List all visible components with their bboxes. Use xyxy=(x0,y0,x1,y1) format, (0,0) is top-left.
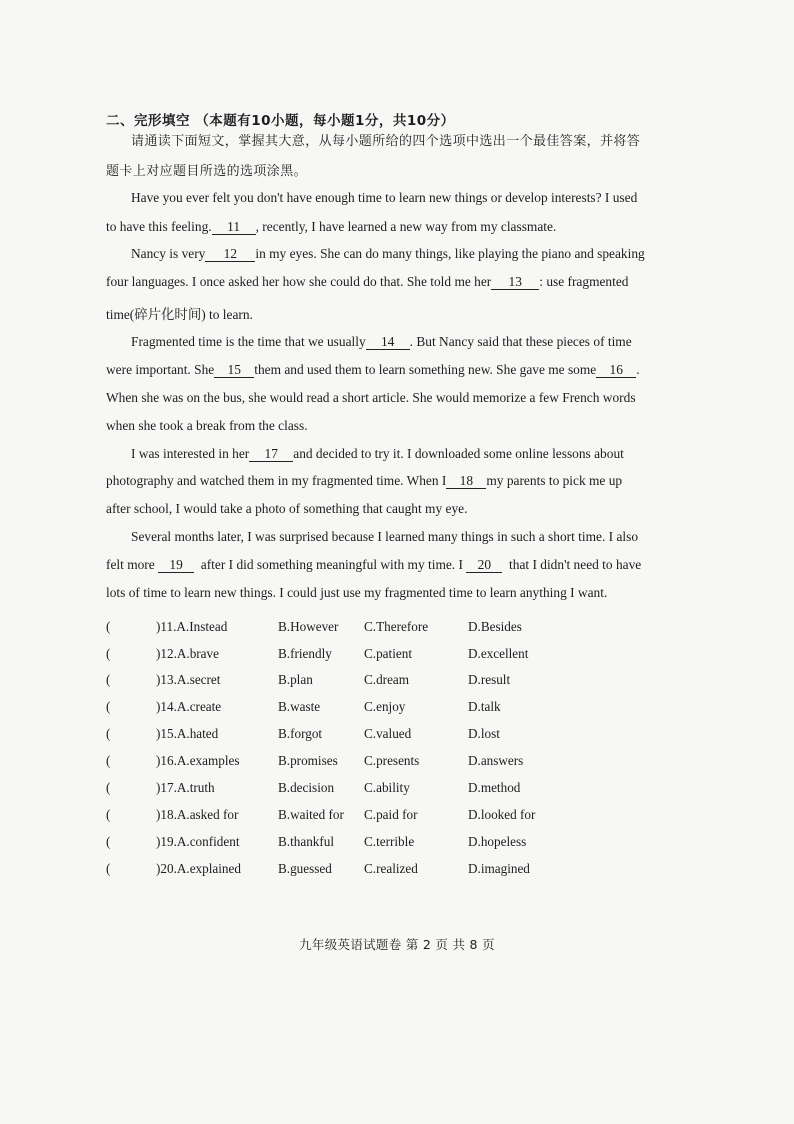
option-d: D.answers xyxy=(468,753,524,768)
blank-14: 14 xyxy=(366,335,410,350)
answer-paren[interactable]: ( xyxy=(106,699,111,714)
option-d: D.excellent xyxy=(468,646,529,661)
option-a: )16.A.examples xyxy=(156,753,240,768)
passage-line: Several months later, I was surprised because I learned many things in such a short time. I also xyxy=(131,529,639,544)
option-a: )12.A.brave xyxy=(156,646,219,661)
text-run: them and used them to learn something new. She gave me some xyxy=(254,362,597,377)
blank-16: 16 xyxy=(596,363,636,378)
option-d: D.hopeless xyxy=(468,834,527,849)
option-d: D.talk xyxy=(468,699,501,714)
blank-17: 17 xyxy=(249,447,293,462)
option-b: B.forgot xyxy=(278,726,323,741)
question-row xyxy=(106,834,566,852)
option-b: B.decision xyxy=(278,780,335,795)
blank-20: 20 xyxy=(466,558,502,573)
option-c: C.terrible xyxy=(364,834,415,849)
text-run: my parents to pick me up xyxy=(486,473,623,488)
blank-19: 19 xyxy=(158,558,194,573)
passage-line xyxy=(131,334,632,350)
blank-15: 15 xyxy=(214,363,254,378)
text-run: four languages. I once asked her how she could do that. She told me her xyxy=(106,274,492,289)
answer-paren[interactable]: ( xyxy=(106,753,111,768)
text-run: after I did something meaningful with my time. I xyxy=(200,557,463,572)
text-run: to have this feeling. xyxy=(106,219,212,234)
option-c: C.enjoy xyxy=(364,699,406,714)
blank-18: 18 xyxy=(446,474,486,489)
option-c: C.Therefore xyxy=(364,619,429,634)
question-row xyxy=(106,861,566,879)
option-a: )18.A.asked for xyxy=(156,807,239,822)
option-d: D.method xyxy=(468,780,521,795)
text-run: that I didn't need to have xyxy=(509,557,642,572)
answer-paren[interactable]: ( xyxy=(106,834,111,849)
answer-paren[interactable]: ( xyxy=(106,780,111,795)
answer-paren[interactable]: ( xyxy=(106,619,111,634)
option-d: D.imagined xyxy=(468,861,530,876)
instructions-line-1: 请通读下面短文，掌握其大意，从每小题所给的四个选项中选出一个最佳答案，并将答 xyxy=(131,134,641,149)
blank-11: 11 xyxy=(212,220,256,235)
text-run: . xyxy=(636,362,640,377)
answer-paren[interactable]: ( xyxy=(106,861,111,876)
text-run: in my eyes. She can do many things, like playing the piano and speaking xyxy=(255,246,645,261)
text-run: photography and watched them in my fragmented time. When I xyxy=(106,473,447,488)
question-row xyxy=(106,753,566,771)
option-b: B.promises xyxy=(278,753,338,768)
blank-12: 12 xyxy=(205,247,255,262)
option-c: C.patient xyxy=(364,646,412,661)
option-a: )13.A.secret xyxy=(156,672,221,687)
option-b: B.waited for xyxy=(278,807,344,822)
passage-line: time(碎片化时间) to learn. xyxy=(106,307,253,322)
answer-paren[interactable]: ( xyxy=(106,672,111,687)
section-title: 二、完形填空 （本题有10小题，每小题1分，共10分） xyxy=(106,113,455,129)
option-c: C.paid for xyxy=(364,807,418,822)
passage-line xyxy=(106,557,641,573)
passage-line: after school, I would take a photo of something that caught my eye. xyxy=(106,501,468,516)
text-run: were important. She xyxy=(106,362,215,377)
text-run: I was interested in her xyxy=(131,446,250,461)
option-b: B.plan xyxy=(278,672,313,687)
page-footer: 九年级英语试题卷 第 2 页 共 8 页 xyxy=(299,937,495,952)
passage-line: Have you ever felt you don't have enough time to learn new things or develop interests? I used xyxy=(131,190,638,205)
passage-line xyxy=(131,446,624,462)
blank-13: 13 xyxy=(491,275,539,290)
passage-line: When she was on the bus, she would read a short article. She would memorize a few French words xyxy=(106,390,636,405)
option-d: D.Besides xyxy=(468,619,522,634)
option-d: D.result xyxy=(468,672,511,687)
option-c: C.dream xyxy=(364,672,410,687)
text-run: Fragmented time is the time that we usually xyxy=(131,334,366,349)
option-a: )11.A.Instead xyxy=(156,619,228,634)
passage-line: lots of time to learn new things. I could just use my fragmented time to learn anything I want. xyxy=(106,585,608,600)
question-row xyxy=(106,807,566,825)
option-d: D.looked for xyxy=(468,807,536,822)
question-row xyxy=(106,619,566,637)
passage-line xyxy=(131,246,645,262)
option-c: C.valued xyxy=(364,726,412,741)
option-c: C.presents xyxy=(364,753,420,768)
option-a: )19.A.confident xyxy=(156,834,240,849)
option-b: B.However xyxy=(278,619,339,634)
question-row xyxy=(106,699,566,717)
text-run: . But Nancy said that these pieces of time xyxy=(409,334,632,349)
option-b: B.waste xyxy=(278,699,321,714)
answer-paren[interactable]: ( xyxy=(106,726,111,741)
text-run: , recently, I have learned a new way from my classmate. xyxy=(255,219,557,234)
option-b: B.guessed xyxy=(278,861,332,876)
passage-line xyxy=(106,362,640,378)
option-c: C.ability xyxy=(364,780,410,795)
question-row xyxy=(106,646,566,664)
option-a: )15.A.hated xyxy=(156,726,219,741)
text-run: and decided to try it. I downloaded some online lessons about xyxy=(293,446,624,461)
option-a: )17.A.truth xyxy=(156,780,215,795)
option-b: B.friendly xyxy=(278,646,332,661)
passage-line xyxy=(106,473,622,489)
question-row xyxy=(106,780,566,798)
question-row xyxy=(106,726,566,744)
answer-paren[interactable]: ( xyxy=(106,646,111,661)
option-b: B.thankful xyxy=(278,834,335,849)
option-d: D.lost xyxy=(468,726,500,741)
text-run: Nancy is very xyxy=(131,246,206,261)
instructions-line-2: 题卡上对应题目所选的选项涂黑。 xyxy=(106,164,308,179)
text-run: felt more xyxy=(106,557,155,572)
option-c: C.realized xyxy=(364,861,418,876)
option-a: )20.A.explained xyxy=(156,861,241,876)
passage-line xyxy=(106,219,556,235)
answer-paren[interactable]: ( xyxy=(106,807,111,822)
text-run: : use fragmented xyxy=(539,274,629,289)
passage-line: when she took a break from the class. xyxy=(106,418,308,433)
option-a: )14.A.create xyxy=(156,699,222,714)
passage-line xyxy=(106,274,629,290)
question-row xyxy=(106,672,566,690)
